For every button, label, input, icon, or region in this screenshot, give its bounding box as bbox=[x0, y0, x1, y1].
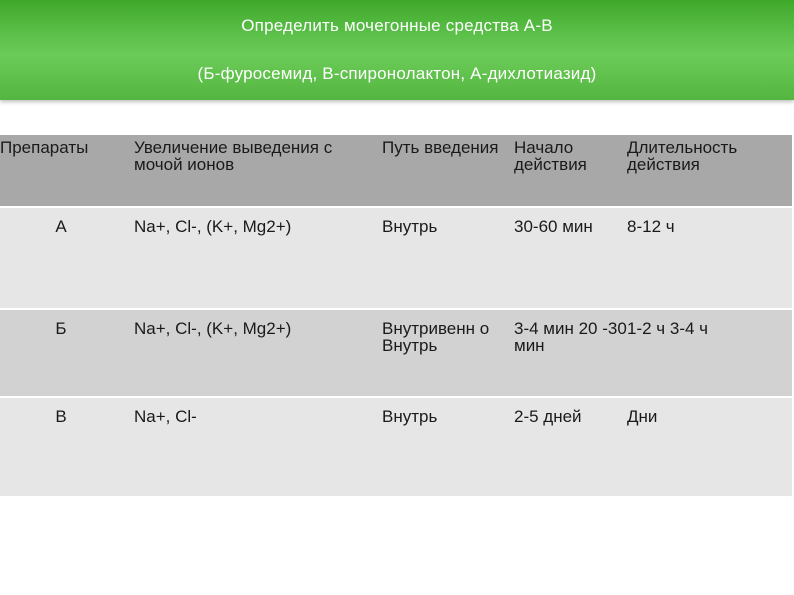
table-cell: Внутривенн о Внутрь bbox=[382, 309, 514, 397]
column-header-route: Путь введения bbox=[382, 135, 514, 207]
table-row bbox=[0, 397, 792, 496]
table-cell: 8-12 ч bbox=[627, 207, 792, 309]
table-row bbox=[0, 207, 792, 309]
table-cell: 3-4 мин 20 -30 мин bbox=[514, 309, 627, 397]
table-cell: 2-5 дней bbox=[514, 397, 627, 496]
table-cell: Внутрь bbox=[382, 207, 514, 309]
table-cell: Na+, Cl-, (K+, Mg2+) bbox=[122, 207, 382, 309]
column-header-drugs: Препараты bbox=[0, 135, 122, 207]
table-row bbox=[0, 309, 792, 397]
table-cell: Б bbox=[0, 309, 122, 397]
table-cell: Внутрь bbox=[382, 397, 514, 496]
column-header-duration: Длительность действия bbox=[627, 135, 792, 207]
table-cell: Na+, Cl- bbox=[122, 397, 382, 496]
table-cell: 1-2 ч 3-4 ч bbox=[627, 309, 792, 397]
slide-title: Определить мочегонные средства А-В bbox=[241, 16, 553, 35]
title-banner bbox=[0, 0, 794, 100]
table-cell: Na+, Cl-, (K+, Mg2+) bbox=[122, 309, 382, 397]
column-header-ions: Увеличение выведения с мочой ионов bbox=[122, 135, 382, 207]
table-cell: А bbox=[0, 207, 122, 309]
column-header-onset: Начало действия bbox=[514, 135, 627, 207]
drug-table bbox=[0, 135, 792, 496]
table-cell: В bbox=[0, 397, 122, 496]
table-cell: 30-60 мин bbox=[514, 207, 627, 309]
table-header-row bbox=[0, 135, 792, 207]
table-cell: Дни bbox=[627, 397, 792, 496]
slide-subtitle: (Б-фуросемид, В-спиронолактон, А-дихлотиазид) bbox=[197, 64, 597, 83]
